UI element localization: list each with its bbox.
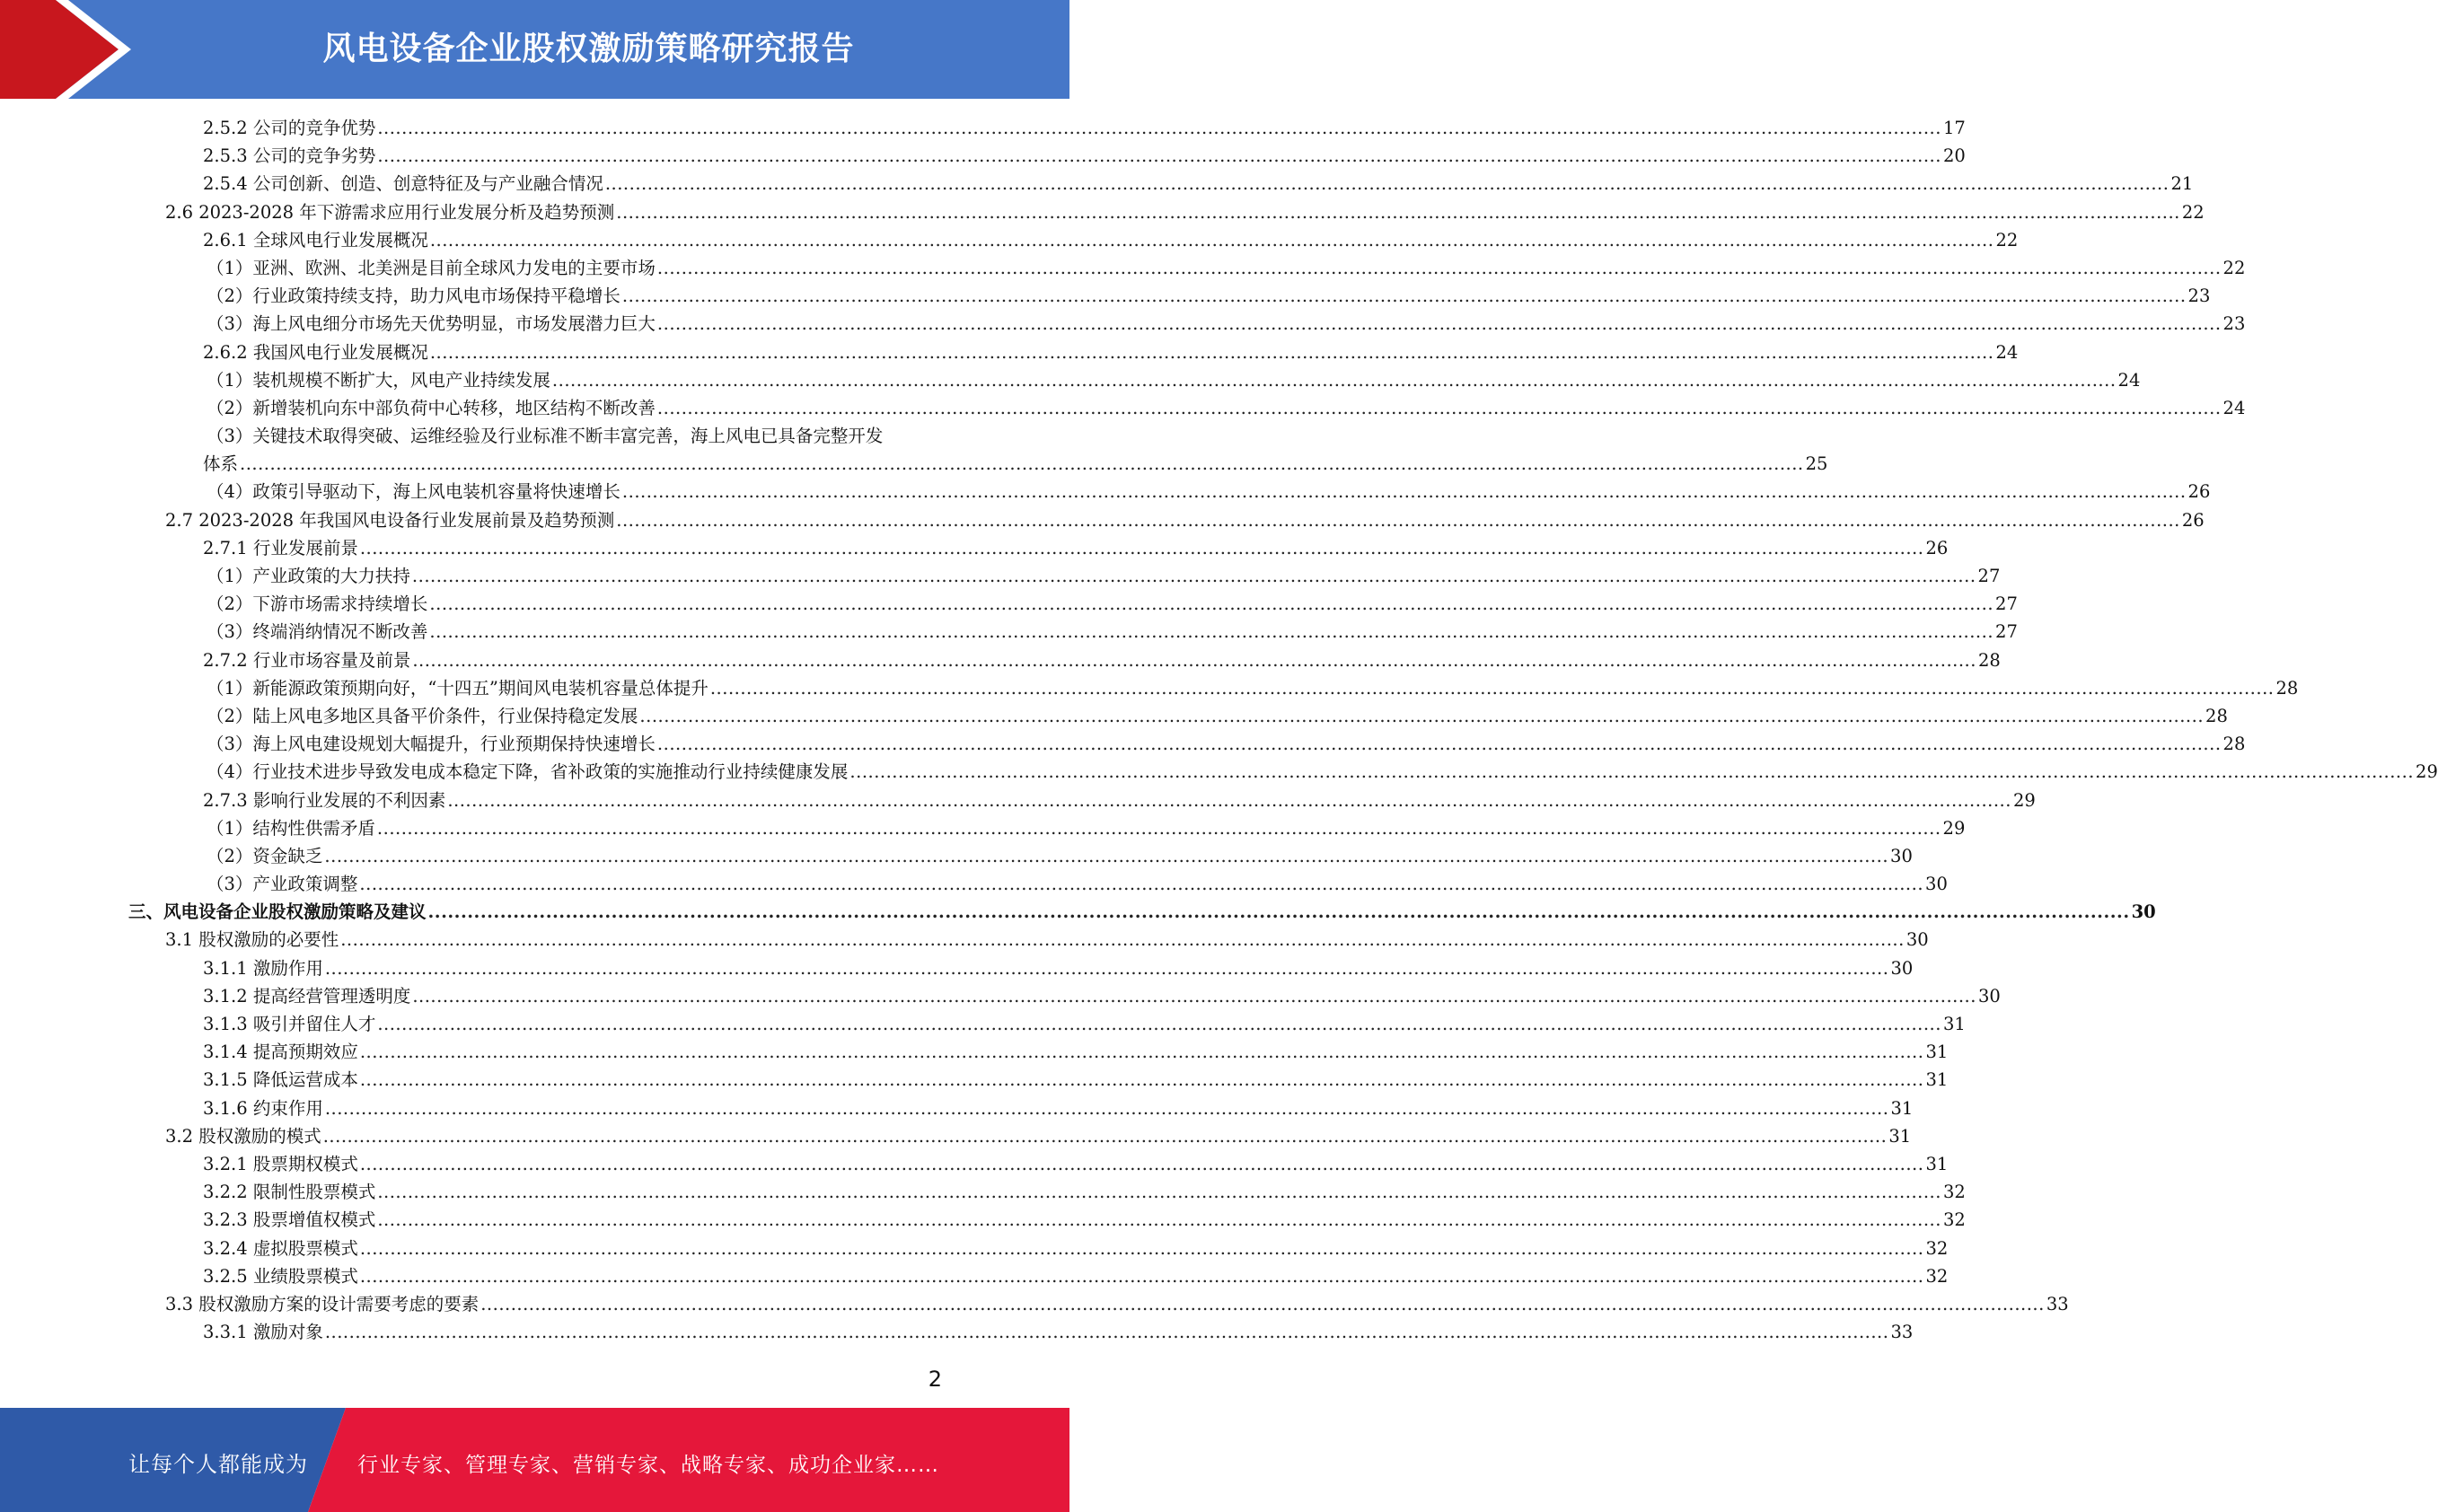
toc-page-number: 33 (2046, 1293, 2069, 1314)
toc-entry-label: （1）新能源政策预期向好，“十四五”期间风电装机容量总体提升 (207, 677, 709, 699)
toc-entry-label: （3）产业政策调整 (207, 874, 358, 895)
toc-entry-label: （2）新增装机向东中部负荷中心转移，地区结构不断改善 (207, 397, 656, 418)
toc-dot-leader: .................................................................................................................................................................................................................................................................... (324, 1322, 1889, 1343)
toc-entry-label: 3.2 股权激励的模式 (165, 1125, 321, 1147)
table-of-contents (0, 114, 2438, 1346)
toc-page-number: 31 (1942, 1014, 1966, 1034)
toc-dot-leader: .................................................................................................................................................................................................................................................................... (359, 1153, 1924, 1174)
toc-entry[interactable] (0, 310, 2246, 338)
page-header (0, 0, 1069, 99)
toc-entry-label: （1）结构性供需矛盾 (207, 817, 375, 839)
toc-entry-label: 3.3.1 激励对象 (203, 1322, 323, 1343)
toc-entry-label: （2）资金缺乏 (207, 845, 323, 866)
toc-entry-label: （2）陆上风电多地区具备平价条件，行业保持稳定发展 (207, 705, 638, 726)
toc-entry-label: 2.5.3 公司的竞争劣势 (203, 145, 376, 167)
toc-entry[interactable] (0, 534, 1949, 562)
toc-entry-label: （3）海上风电细分市场先天优势明显，市场发展潜力巨大 (207, 313, 656, 335)
toc-entry-label: （3）海上风电建设规划大幅提升，行业预期保持快速增长 (207, 734, 656, 755)
toc-page-number: 24 (1995, 341, 2019, 363)
toc-dot-leader: .................................................................................................................................................................................................................................................................... (621, 286, 2187, 307)
toc-page-number: 29 (1942, 817, 1966, 839)
toc-entry-label: 3.2.5 业绩股票模式 (203, 1265, 358, 1287)
toc-entry-label: 2.5.2 公司的竞争优势 (203, 118, 376, 138)
toc-entry[interactable] (0, 787, 2036, 814)
toc-page-number: 30 (1890, 845, 1913, 866)
toc-page-number: 31 (1890, 1097, 1914, 1119)
toc-dot-leader: .................................................................................................................................................................................................................................................................... (656, 257, 2222, 278)
toc-dot-leader: .................................................................................................................................................................................................................................................................... (849, 761, 2415, 783)
toc-dot-leader: .................................................................................................................................................................................................................................................................... (656, 313, 2222, 335)
toc-entry-label: 3.3 股权激励方案的设计需要考虑的要素 (165, 1293, 480, 1314)
toc-dot-leader: .................................................................................................................................................................................................................................................................... (377, 1182, 1941, 1203)
toc-dot-leader: .................................................................................................................................................................................................................................................................... (322, 1125, 1888, 1147)
toc-dot-leader: .................................................................................................................................................................................................................................................................... (359, 1069, 1924, 1091)
toc-entry[interactable] (0, 814, 1966, 842)
toc-page-number: 24 (2222, 397, 2246, 418)
page-number: 2 (928, 1367, 942, 1392)
toc-page-number: 29 (2416, 761, 2438, 783)
toc-dot-leader: .................................................................................................................................................................................................................................................................... (359, 1265, 1924, 1287)
toc-dot-leader: .................................................................................................................................................................................................................................................................... (324, 957, 1889, 979)
report-title: 风电设备企业股权激励策略研究报告 (322, 31, 855, 67)
toc-entry-label: 3.1 股权激励的必要性 (165, 929, 339, 951)
toc-dot-leader: .................................................................................................................................................................................................................................................................... (340, 929, 1905, 951)
toc-dot-leader: .................................................................................................................................................................................................................................................................... (412, 649, 1976, 671)
toc-dot-leader: .................................................................................................................................................................................................................................................................... (359, 537, 1924, 558)
toc-page-number: 30 (1906, 929, 1929, 951)
toc-page-number: 32 (1942, 1182, 1966, 1203)
toc-page-number: 31 (1888, 1125, 1912, 1147)
toc-page-number: 24 (2117, 369, 2141, 391)
toc-page-number: 22 (1995, 229, 2019, 251)
toc-dot-leader: .................................................................................................................................................................................................................................................................... (377, 1014, 1941, 1034)
toc-page-number: 20 (1942, 145, 1966, 167)
toc-entry-label: （3）关键技术取得突破、运维经验及行业标准不断丰富完善，海上风电已具备完整开发 (207, 426, 884, 447)
toc-entry[interactable] (0, 926, 1929, 954)
toc-entry-label: 3.1.2 提高经营管理透明度 (203, 985, 411, 1007)
toc-dot-leader: .................................................................................................................................................................................................................................................................... (621, 481, 2187, 503)
page-footer (0, 1408, 1069, 1512)
toc-entry[interactable] (0, 114, 1966, 142)
toc-dot-leader: .................................................................................................................................................................................................................................................................... (427, 901, 2130, 923)
toc-entry-label: 3.1.5 降低运营成本 (203, 1069, 358, 1091)
toc-entry[interactable] (0, 1122, 1912, 1150)
toc-entry[interactable] (0, 1038, 1949, 1066)
toc-entry[interactable] (0, 702, 2228, 730)
toc-dot-leader: .................................................................................................................................................................................................................................................................... (551, 369, 2117, 391)
toc-page-number: 26 (2187, 481, 2211, 503)
toc-entry[interactable] (0, 590, 2018, 618)
toc-entry-label: 3.2.3 股票增值权模式 (203, 1209, 376, 1231)
toc-entry[interactable] (0, 1290, 2069, 1318)
toc-entry-label: 3.2.4 虚拟股票模式 (203, 1237, 358, 1259)
toc-page-number: 30 (1890, 957, 1914, 979)
toc-entry-label: （4）行业技术进步导致发电成本稳定下降，省补政策的实施推动行业持续健康发展 (207, 761, 849, 783)
toc-dot-leader: .................................................................................................................................................................................................................................................................... (359, 1237, 1924, 1259)
toc-dot-leader: .................................................................................................................................................................................................................................................................... (616, 509, 2180, 531)
toc-entry[interactable] (0, 646, 2001, 674)
toc-entry-label: （2）行业政策持续支持，助力风电市场保持平稳增长 (207, 286, 621, 307)
toc-entry[interactable] (0, 1150, 1949, 1178)
toc-entry[interactable] (0, 1094, 1914, 1122)
toc-page-number: 26 (1925, 537, 1949, 558)
toc-entry[interactable] (0, 842, 1913, 870)
toc-page-number: 31 (1925, 1153, 1949, 1174)
toc-page-number: 33 (1890, 1322, 1914, 1343)
toc-dot-leader: .................................................................................................................................................................................................................................................................... (359, 874, 1924, 895)
toc-page-number: 31 (1925, 1042, 1949, 1063)
toc-page-number: 28 (1977, 649, 2001, 671)
toc-dot-leader: .................................................................................................................................................................................................................................................................... (376, 817, 1941, 839)
toc-page-number: 30 (1977, 985, 2001, 1007)
toc-page-number: 30 (2131, 901, 2156, 923)
toc-entry[interactable] (0, 954, 1914, 982)
toc-entry[interactable] (0, 506, 2205, 534)
toc-entry[interactable] (0, 1206, 1966, 1234)
toc-dot-leader: .................................................................................................................................................................................................................................................................... (377, 145, 1941, 167)
toc-dot-leader: .................................................................................................................................................................................................................................................................... (429, 229, 1994, 251)
toc-page-number: 25 (1805, 453, 1828, 475)
toc-dot-leader: .................................................................................................................................................................................................................................................................... (429, 621, 1994, 643)
toc-page-number: 27 (1995, 621, 2018, 643)
toc-entry[interactable] (0, 450, 1828, 478)
toc-entry[interactable] (0, 142, 1966, 170)
toc-entry-label: （3）终端消纳情况不断改善 (207, 621, 428, 643)
toc-dot-leader: .................................................................................................................................................................................................................................................................... (709, 677, 2275, 699)
toc-entry-label: 3.1.3 吸引并留住人才 (203, 1014, 376, 1034)
toc-dot-leader: .................................................................................................................................................................................................................................................................... (359, 1042, 1924, 1063)
toc-page-number: 21 (2170, 173, 2194, 195)
toc-entry[interactable] (0, 618, 2018, 646)
toc-entry-label: 2.6.2 我国风电行业发展概况 (203, 341, 428, 363)
toc-entry-label: 3.1.6 约束作用 (203, 1097, 323, 1119)
toc-entry-label: 体系 (203, 453, 239, 475)
toc-entry[interactable] (0, 226, 2019, 254)
toc-entry-label: 2.6 2023-2028 年下游需求应用行业发展分析及趋势预测 (165, 201, 615, 223)
toc-page-number: 17 (1942, 118, 1966, 138)
toc-dot-leader: .................................................................................................................................................................................................................................................................... (411, 566, 1976, 586)
toc-entry-label: 2.7.1 行业发展前景 (203, 537, 358, 558)
footer-slogan-left: 让每个人都能成为 (128, 1452, 308, 1477)
toc-page-number: 27 (1995, 593, 2018, 615)
toc-dot-leader: .................................................................................................................................................................................................................................................................... (656, 397, 2222, 418)
toc-entry[interactable] (0, 170, 2194, 198)
toc-dot-leader: .................................................................................................................................................................................................................................................................... (604, 173, 2170, 195)
toc-entry-label: （1）装机规模不断扩大，风电产业持续发展 (207, 369, 550, 391)
footer-slogan-right: 行业专家、管理专家、营销专家、战略专家、成功企业家…… (357, 1454, 939, 1477)
toc-page-number: 31 (1925, 1069, 1949, 1091)
toc-page-number: 23 (2222, 313, 2246, 335)
toc-entry[interactable] (0, 394, 2246, 422)
toc-page-number: 29 (2012, 789, 2036, 811)
toc-dot-leader: .................................................................................................................................................................................................................................................................... (447, 789, 2011, 811)
toc-dot-leader: .................................................................................................................................................................................................................................................................... (429, 593, 1994, 615)
toc-entry-wrapped-line[interactable] (0, 422, 1069, 450)
toc-page-number: 32 (1942, 1209, 1966, 1231)
toc-entry-label: 2.7 2023-2028 年我国风电设备行业发展前景及趋势预测 (165, 509, 615, 531)
toc-dot-leader: .................................................................................................................................................................................................................................................................... (240, 453, 1804, 475)
toc-entry[interactable] (0, 1318, 1914, 1346)
toc-dot-leader: .................................................................................................................................................................................................................................................................... (377, 1209, 1941, 1231)
toc-entry[interactable] (0, 1010, 1966, 1038)
toc-page-number: 32 (1925, 1265, 1949, 1287)
toc-page-number: 23 (2187, 286, 2211, 307)
toc-page-number: 28 (2275, 677, 2299, 699)
toc-dot-leader: .................................................................................................................................................................................................................................................................... (639, 705, 2205, 726)
toc-entry[interactable] (0, 898, 2156, 926)
toc-entry[interactable] (0, 1262, 1949, 1290)
toc-dot-leader: .................................................................................................................................................................................................................................................................... (480, 1293, 2045, 1314)
toc-entry[interactable] (0, 282, 2211, 310)
toc-entry[interactable] (0, 1066, 1949, 1094)
toc-page-number: 26 (2181, 509, 2205, 531)
toc-entry[interactable] (0, 730, 2246, 758)
toc-dot-leader: .................................................................................................................................................................................................................................................................... (324, 845, 1889, 866)
toc-entry[interactable] (0, 562, 2001, 590)
toc-entry[interactable] (0, 982, 2001, 1010)
toc-dot-leader: .................................................................................................................................................................................................................................................................... (429, 341, 1994, 363)
toc-page-number: 22 (2222, 257, 2246, 278)
toc-entry[interactable] (0, 674, 2299, 702)
toc-dot-leader: .................................................................................................................................................................................................................................................................... (616, 201, 2180, 223)
toc-page-number: 22 (2181, 201, 2205, 223)
toc-entry[interactable] (0, 870, 1948, 898)
toc-entry-label: （1）亚洲、欧洲、北美洲是目前全球风力发电的主要市场 (207, 257, 656, 278)
toc-entry-label: 3.1.4 提高预期效应 (203, 1042, 358, 1063)
toc-entry[interactable] (0, 1178, 1966, 1206)
toc-entry-label: 三、风电设备企业股权激励策略及建议 (128, 901, 427, 923)
toc-dot-leader: .................................................................................................................................................................................................................................................................... (656, 734, 2222, 755)
toc-dot-leader: .................................................................................................................................................................................................................................................................... (412, 985, 1976, 1007)
toc-entry[interactable] (0, 338, 2019, 366)
toc-page-number: 27 (1977, 566, 2001, 586)
toc-entry-label: （1）产业政策的大力扶持 (207, 566, 410, 586)
toc-entry[interactable] (0, 1235, 1949, 1262)
toc-entry[interactable] (0, 758, 2438, 786)
toc-page-number: 30 (1925, 874, 1948, 895)
toc-entry-label: 2.6.1 全球风电行业发展概况 (203, 229, 428, 251)
toc-entry-label: 2.7.3 影响行业发展的不利因素 (203, 789, 446, 811)
toc-entry-label: 3.2.1 股票期权模式 (203, 1153, 358, 1174)
toc-entry-label: 2.5.4 公司创新、创造、创意特征及与产业融合情况 (203, 173, 603, 195)
toc-page-number: 32 (1925, 1237, 1949, 1259)
toc-entry[interactable] (0, 254, 2246, 282)
toc-entry[interactable] (0, 198, 2205, 226)
toc-entry-label: 2.7.2 行业市场容量及前景 (203, 649, 411, 671)
toc-dot-leader: .................................................................................................................................................................................................................................................................... (324, 1097, 1889, 1119)
toc-entry[interactable] (0, 366, 2141, 394)
toc-page-number: 28 (2205, 705, 2228, 726)
toc-entry[interactable] (0, 478, 2211, 505)
toc-entry-label: 3.2.2 限制性股票模式 (203, 1182, 376, 1203)
toc-page-number: 28 (2222, 734, 2246, 755)
toc-entry-label: （2）下游市场需求持续增长 (207, 593, 428, 615)
toc-entry-label: 3.1.1 激励作用 (203, 957, 323, 979)
toc-entry-label: （4）政策引导驱动下，海上风电装机容量将快速增长 (207, 481, 621, 503)
toc-dot-leader: .................................................................................................................................................................................................................................................................... (377, 118, 1941, 138)
